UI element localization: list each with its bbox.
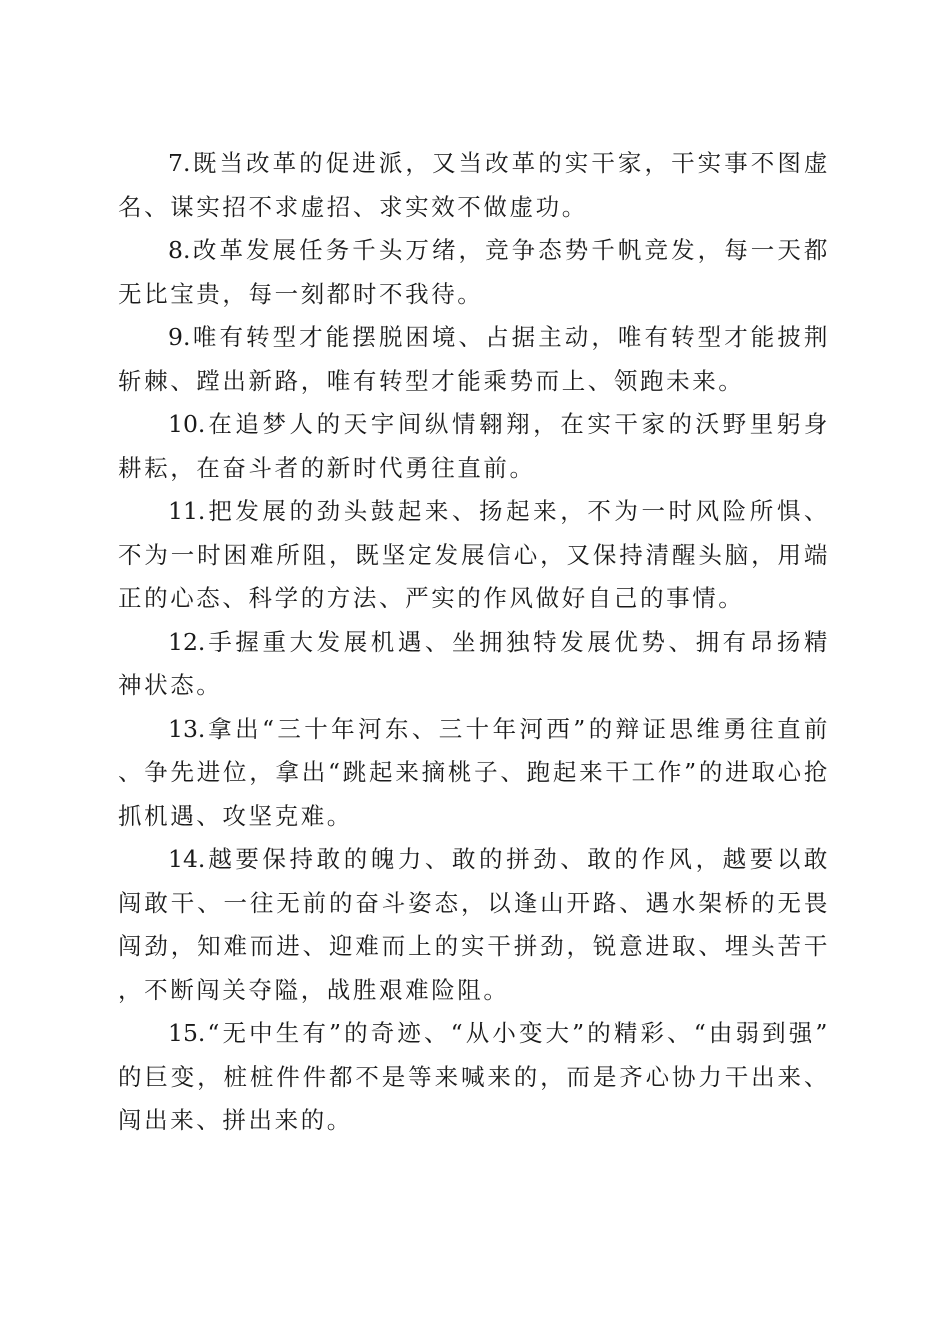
paragraph-number: 12.: [168, 627, 206, 656]
paragraph-8: [118, 229, 830, 316]
paragraph-number: 15.: [168, 1019, 206, 1047]
paragraph-text: “无中生有”的奇迹、“从小变大”的精彩、“由弱到强”的巨变，桩桩件件都不是等来喊来的，而是齐心协力干出来、闯出来、拼出来的。: [118, 1019, 830, 1134]
paragraph-number: 14.: [168, 845, 206, 873]
paragraph-number: 7.: [168, 149, 191, 177]
paragraph-number: 10.: [168, 410, 206, 438]
paragraph-text: 拿出“三十年河东、三十年河西”的辩证思维勇往直前、争先进位，拿出“跳起来摘桃子、跑起来干工作”的进取心抢抓机遇、攻坚克难。: [118, 714, 830, 830]
paragraph-9: [118, 316, 830, 403]
paragraph-11: [118, 490, 830, 621]
paragraph-text: 手握重大发展机遇、坐拥独特发展优势、拥有昂扬精神状态。: [118, 627, 830, 699]
paragraph-text: 越要保持敢的魄力、敢的拼劲、敢的作风，越要以敢闯敢干、一往无前的奋斗姿态，以逢山开路、遇水架桥的无畏闯劲，知难而进、迎难而上的实干拼劲，锐意进取、埋头苦干，不断闯关夺隘，战胜艰难险阻。: [118, 845, 830, 1004]
paragraph-number: 8.: [168, 236, 191, 264]
paragraph-number: 9.: [168, 323, 191, 351]
paragraph-7: [118, 142, 830, 229]
paragraph-15: [118, 1012, 830, 1143]
paragraph-number: 13.: [168, 714, 206, 743]
paragraph-13: [118, 708, 830, 839]
paragraph-number: 11.: [168, 497, 206, 525]
paragraph-text: 改革发展任务千头万绪，竞争态势千帆竞发，每一天都无比宝贵，每一刻都时不我待。: [118, 236, 830, 308]
paragraph-text: 把发展的劲头鼓起来、扬起来，不为一时风险所惧、不为一时困难所阻，既坚定发展信心，又保持清醒头脑，用端正的心态、科学的方法、严实的作风做好自己的事情。: [118, 497, 830, 612]
paragraph-12: [118, 621, 830, 708]
paragraph-text: 既当改革的促进派，又当改革的实干家，干实事不图虚名、谋实招不求虚招、求实效不做虚功。: [118, 149, 830, 221]
paragraph-14: [118, 838, 830, 1012]
paragraph-text: 唯有转型才能摆脱困境、占据主动，唯有转型才能披荆斩棘、蹚出新路，唯有转型才能乘势而上、领跑未来。: [118, 323, 830, 395]
paragraph-text: 在追梦人的天宇间纵情翱翔，在实干家的沃野里躬身耕耘，在奋斗者的新时代勇往直前。: [118, 410, 830, 482]
paragraph-10: [118, 403, 830, 490]
document-body: [118, 142, 830, 1143]
